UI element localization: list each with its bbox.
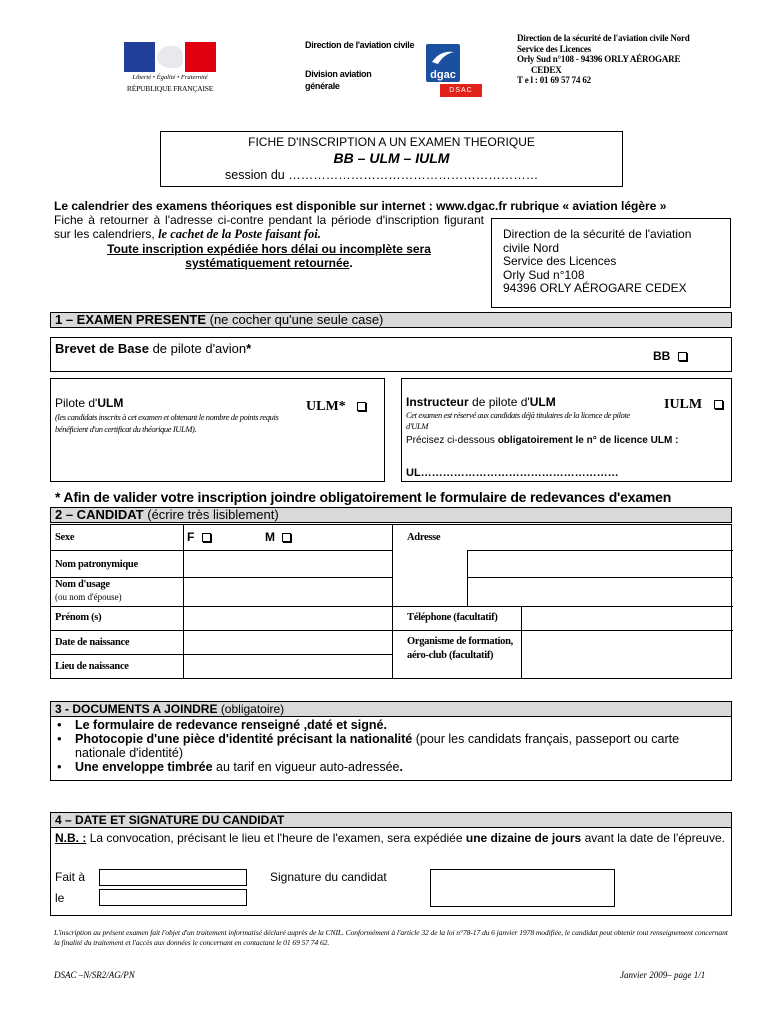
ulm-label-pre: Pilote d' xyxy=(55,396,98,410)
iulm-note: Cet examen est réservé aux candidats déjà titulaires de la licence de pilote d'ULM xyxy=(406,410,630,431)
document-item-3-bold: Une enveloppe timbrée xyxy=(75,760,213,774)
date-input[interactable] xyxy=(99,889,247,906)
cnil-notice: L'inscription au présent examen fait l'objet d'un traitement informatisé déclaré auprès de la CNIL. Conformément à l'article 32 de la loi n°78-17 du 6 janvier 1978 modifiée, le candidat peut obtenir tout renseignement concernant la finalité du traitement et l'accès aux données le concernant en contactant le 01 69 57 74 62. xyxy=(54,928,728,947)
iulm-label-bold-2: ULM xyxy=(529,395,556,409)
return-address-line: civile Nord xyxy=(503,240,560,255)
iulm-license-field[interactable]: UL……………………………………………… xyxy=(406,467,619,479)
session-field[interactable]: …………………………………………………… xyxy=(288,168,539,182)
ulm-label-bold: ULM xyxy=(97,396,124,410)
nom-input[interactable] xyxy=(184,551,391,576)
signature-input[interactable] xyxy=(430,869,615,907)
document-item xyxy=(51,760,731,774)
sexe-f-checkbox[interactable] xyxy=(202,533,211,542)
document-item-3-end: . xyxy=(399,760,403,774)
section-4-title: 4 – DATE ET SIGNATURE DU CANDIDAT xyxy=(55,813,285,827)
dgac-logo xyxy=(424,44,484,98)
bb-label-bold: Brevet de Base xyxy=(55,341,149,356)
telephone-input[interactable] xyxy=(522,607,732,629)
bb-star: * xyxy=(246,341,252,356)
signature-label: Signature du candidat xyxy=(270,870,387,884)
iulm-precise: Précisez ci-dessous xyxy=(406,435,495,446)
nb-text-bold: une dizaine de jours xyxy=(465,831,582,845)
ulm-code: ULM* xyxy=(306,399,346,414)
iulm-label-bold: Instructeur xyxy=(406,395,469,409)
telephone-label: Téléphone (facultatif) xyxy=(407,612,498,623)
late-warning xyxy=(54,242,484,270)
iulm-code: IULM xyxy=(664,397,703,412)
header-address xyxy=(517,33,747,86)
lieu-naissance-input[interactable] xyxy=(184,655,391,677)
documents-list xyxy=(51,718,731,774)
header-address-line: Direction de la sécurité de l'aviation civile Nord xyxy=(517,33,690,43)
postmark-text: le cachet de la Poste faisant foi. xyxy=(158,227,321,241)
iulm-option-box xyxy=(401,378,732,482)
return-address-line: Direction de la sécurité de l'aviation xyxy=(503,227,692,241)
document-item xyxy=(51,732,731,760)
dgac-logo-text: dgac xyxy=(430,69,456,81)
warning-line-1: Toute inscription expédiée hors délai ou incomplète sera xyxy=(107,242,431,256)
section-2-header xyxy=(50,507,732,523)
section-1-header xyxy=(50,312,732,328)
header-address-line: Orly Sud n°108 - 94396 ORLY AÉROGARE xyxy=(517,54,681,64)
ulm-note: (les candidats inscrits à cet examen et obtenant le nombre de points requis bénéficient d'un certificat du théorique IULM). xyxy=(55,412,279,434)
header-address-line: T e l : 01 69 57 74 62 xyxy=(517,75,591,85)
return-instructions xyxy=(54,213,484,241)
organisme-input[interactable] xyxy=(522,631,732,678)
nom-label: Nom patronymique xyxy=(55,559,138,570)
section-2-title: 2 – CANDIDAT xyxy=(55,507,144,522)
sexe-m-checkbox[interactable] xyxy=(282,533,291,542)
bb-option-box xyxy=(50,337,732,372)
organisme-label: Organisme de formation, aéro-club (facultatif) xyxy=(407,636,513,661)
return-text: Fiche à retourner à l'adresse ci-contre pendant la période d'inscription figurant sur les calendriers, xyxy=(54,213,484,241)
section-1-title: 1 – EXAMEN PRESENTE xyxy=(55,312,206,327)
lieu-naissance-label: Lieu de naissance xyxy=(55,661,129,672)
dsac-logo-text: DSAC xyxy=(449,87,473,94)
nom-usage-input[interactable] xyxy=(184,578,391,605)
fee-notice: * Afin de valider votre inscription joindre obligatoirement le formulaire de redevances d'examen xyxy=(55,489,672,505)
date-page: Janvier 2009– page 1/1 xyxy=(620,970,706,980)
iulm-precise-bold: obligatoirement le n° de licence ULM : xyxy=(497,435,679,446)
return-address-line: Orly Sud n°108 xyxy=(503,267,585,282)
fait-a-input[interactable] xyxy=(99,869,247,886)
adresse-input[interactable] xyxy=(468,525,732,605)
ulm-checkbox[interactable] xyxy=(357,402,366,411)
nb-label: N.B. : xyxy=(55,831,87,845)
section-4-box xyxy=(50,812,732,916)
rf-motto: Liberté • Égalité • Fraternité xyxy=(132,74,208,81)
bb-checkbox[interactable] xyxy=(678,352,687,361)
republique-francaise-logo xyxy=(122,42,218,98)
warning-dot: . xyxy=(349,256,353,270)
section-1-note: (ne cocher qu'une seule case) xyxy=(209,312,384,327)
nb-text-a: La convocation, précisant le lieu et l'heure de l'examen, sera expédiée xyxy=(89,831,463,845)
section-3-title: 3 - DOCUMENTS A JOINDRE xyxy=(55,702,218,716)
plane-swoosh-icon xyxy=(426,46,460,70)
header-address-line: CEDEX xyxy=(531,64,562,75)
document-item-1: Le formulaire de redevance renseigné ,daté et signé. xyxy=(75,718,387,732)
direction-aviation-civile: Direction de l'aviation civile xyxy=(305,40,415,50)
rf-name: RÉPUBLIQUE FRANÇAISE xyxy=(126,84,214,93)
return-address-box xyxy=(491,218,731,308)
document-item xyxy=(51,718,731,732)
session-label: session du xyxy=(225,168,285,182)
document-item-3-rest: au tarif en vigueur auto-adressée xyxy=(216,760,400,774)
section-3-box xyxy=(50,701,732,781)
sexe-f-label: F xyxy=(187,530,195,544)
date-naissance-input[interactable] xyxy=(184,631,391,653)
bb-label: de pilote d'avion xyxy=(152,341,247,356)
iulm-checkbox[interactable] xyxy=(714,400,723,409)
candidate-table xyxy=(50,524,732,679)
section-4-header xyxy=(51,813,731,828)
adresse-label: Adresse xyxy=(407,532,441,543)
le-label: le xyxy=(55,891,65,905)
sexe-label: Sexe xyxy=(55,532,75,543)
division-aviation-generale: Division aviation générale xyxy=(305,69,372,91)
return-address-line: Service des Licences xyxy=(503,254,617,268)
convocation-note xyxy=(51,828,731,845)
form-subtitle: BB – ULM – IULM xyxy=(333,150,450,166)
form-title: FICHE D'INSCRIPTION A UN EXAMEN THEORIQUE xyxy=(248,135,535,149)
section-3-header xyxy=(51,702,731,717)
nom-usage-sublabel: (ou nom d'épouse) xyxy=(55,592,122,602)
document-item-2-rest: (pour les candidats français, passeport ou carte nationale d'identité) xyxy=(75,732,680,760)
nom-usage-label: Nom d'usage xyxy=(55,579,110,590)
fait-a-label: Fait à xyxy=(55,870,86,884)
ulm-option-box xyxy=(50,378,385,482)
header-address-line: Service des Licences xyxy=(517,43,591,54)
document-item-2-bold: Photocopie d'une pièce d'identité précisant la nationalité xyxy=(75,732,413,746)
return-address-line: 94396 ORLY AÉROGARE CEDEX xyxy=(503,281,687,295)
prenom-label: Prénom (s) xyxy=(55,612,102,623)
section-3-note: (obligatoire) xyxy=(220,702,285,716)
calendar-info: Le calendrier des examens théoriques est disponible sur internet : www.dgac.fr rubrique « aviation légère » xyxy=(54,199,667,213)
sexe-m-label: M xyxy=(265,530,275,544)
bb-code: BB xyxy=(653,349,671,363)
nb-text-b: avant la date de l'épreuve. xyxy=(584,831,725,845)
title-box xyxy=(160,131,623,187)
iulm-label-mid: de pilote d' xyxy=(472,395,530,409)
prenom-input[interactable] xyxy=(184,607,391,629)
warning-line-2: systématiquement retournée xyxy=(185,256,350,270)
date-naissance-label: Date de naissance xyxy=(55,637,130,648)
document-reference: DSAC –N/SR2/AG/PN xyxy=(54,970,135,980)
section-2-note: (écrire très lisiblement) xyxy=(147,507,279,522)
